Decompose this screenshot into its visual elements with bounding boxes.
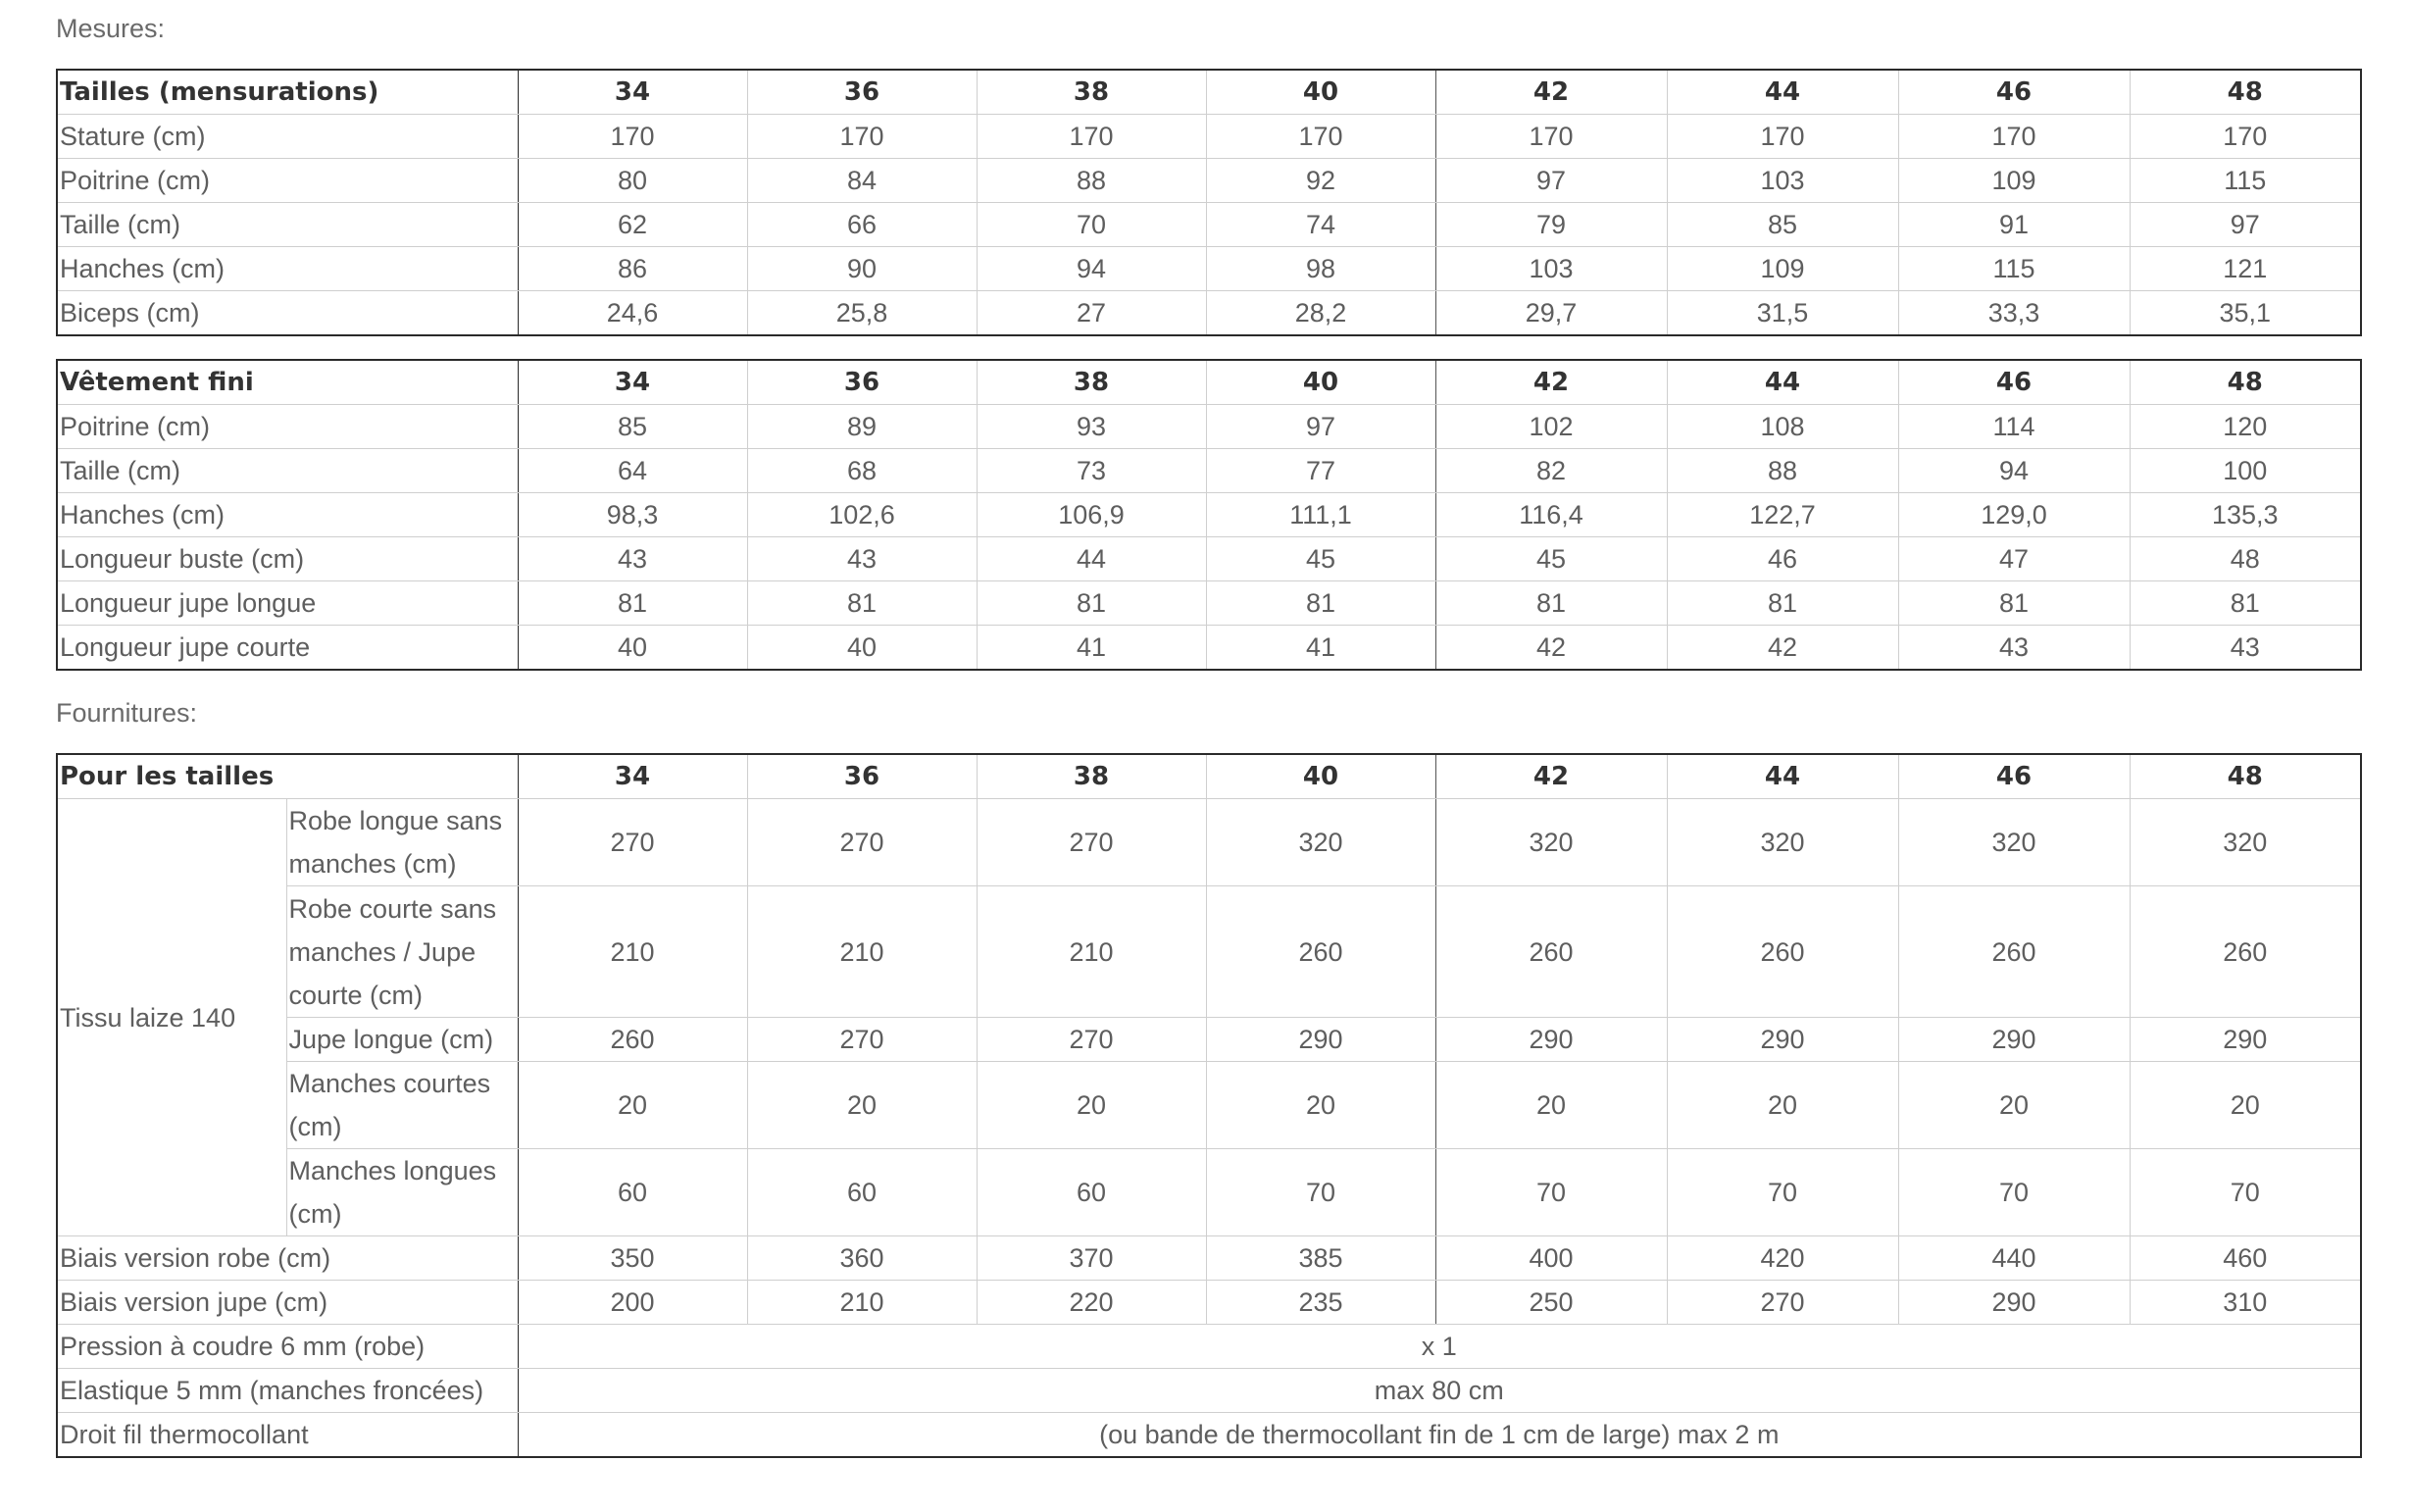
value-cell: 320 [1435, 799, 1667, 886]
value-cell: 290 [1898, 1018, 2130, 1062]
table-row [57, 537, 2361, 581]
value-cell: 77 [1206, 449, 1435, 493]
table-row [57, 626, 2361, 671]
table-row [57, 291, 2361, 336]
value-cell: 98,3 [518, 493, 747, 537]
value-cell: 102,6 [747, 493, 977, 537]
value-cell: 170 [1206, 115, 1435, 159]
value-cell: 84 [747, 159, 977, 203]
value-cell: 109 [1667, 247, 1898, 291]
value-cell: 29,7 [1435, 291, 1667, 336]
value-cell: 81 [1898, 581, 2130, 626]
value-cell: 81 [977, 581, 1206, 626]
size-header-cell: 48 [2130, 360, 2361, 405]
size-header-cell: 38 [977, 360, 1206, 405]
row-label: Biais version robe (cm) [57, 1236, 518, 1281]
value-cell: 270 [977, 1018, 1206, 1062]
value-cell: 260 [2130, 886, 2361, 1018]
row-label: Manches courtes (cm) [286, 1062, 518, 1149]
row-label: Pression à coudre 6 mm (robe) [57, 1325, 518, 1369]
value-cell: 350 [518, 1236, 747, 1281]
value-cell: 45 [1206, 537, 1435, 581]
value-cell: 46 [1667, 537, 1898, 581]
value-cell: 320 [1898, 799, 2130, 886]
table-row [57, 581, 2361, 626]
value-cell: 103 [1667, 159, 1898, 203]
value-cell: 320 [2130, 799, 2361, 886]
value-cell: 135,3 [2130, 493, 2361, 537]
size-header-cell: 38 [977, 70, 1206, 115]
value-cell: 60 [518, 1149, 747, 1236]
value-cell: 41 [1206, 626, 1435, 671]
value-cell: 42 [1435, 626, 1667, 671]
value-cell: 98 [1206, 247, 1435, 291]
value-cell: 62 [518, 203, 747, 247]
merged-value: (ou bande de thermocollant fin de 1 cm de large) max 2 m [518, 1413, 2361, 1458]
value-cell: 290 [1206, 1018, 1435, 1062]
value-cell: 89 [747, 405, 977, 449]
value-cell: 260 [1898, 886, 2130, 1018]
value-cell: 91 [1898, 203, 2130, 247]
value-cell: 70 [2130, 1149, 2361, 1236]
table-row [57, 1281, 2361, 1325]
size-header-cell: 36 [747, 70, 977, 115]
value-cell: 88 [1667, 449, 1898, 493]
size-header-cell: 44 [1667, 360, 1898, 405]
row-label: Biceps (cm) [57, 291, 518, 336]
value-cell: 40 [518, 626, 747, 671]
value-cell: 85 [518, 405, 747, 449]
value-cell: 270 [1667, 1281, 1898, 1325]
value-cell: 129,0 [1898, 493, 2130, 537]
size-header-cell: 34 [518, 754, 747, 799]
value-cell: 170 [1667, 115, 1898, 159]
value-cell: 70 [1898, 1149, 2130, 1236]
value-cell: 103 [1435, 247, 1667, 291]
value-cell: 460 [2130, 1236, 2361, 1281]
value-cell: 86 [518, 247, 747, 291]
row-label: Longueur jupe longue [57, 581, 518, 626]
value-cell: 80 [518, 159, 747, 203]
value-cell: 106,9 [977, 493, 1206, 537]
row-label: Poitrine (cm) [57, 159, 518, 203]
value-cell: 97 [1206, 405, 1435, 449]
value-cell: 74 [1206, 203, 1435, 247]
value-cell: 360 [747, 1236, 977, 1281]
value-cell: 70 [1206, 1149, 1435, 1236]
row-label: Stature (cm) [57, 115, 518, 159]
size-header-cell: 44 [1667, 754, 1898, 799]
value-cell: 25,8 [747, 291, 977, 336]
value-cell: 41 [977, 626, 1206, 671]
row-label: Manches longues (cm) [286, 1149, 518, 1236]
table-row [57, 247, 2361, 291]
value-cell: 45 [1435, 537, 1667, 581]
mensurations-header-row [57, 70, 2361, 115]
value-cell: 220 [977, 1281, 1206, 1325]
value-cell: 115 [2130, 159, 2361, 203]
table-row [57, 886, 2361, 1018]
group-label-tissu: Tissu laize 140 [57, 799, 286, 1236]
value-cell: 310 [2130, 1281, 2361, 1325]
value-cell: 27 [977, 291, 1206, 336]
size-header-cell: 42 [1435, 360, 1667, 405]
table-row [57, 799, 2361, 886]
value-cell: 48 [2130, 537, 2361, 581]
value-cell: 115 [1898, 247, 2130, 291]
table-row [57, 1018, 2361, 1062]
merged-value: max 80 cm [518, 1369, 2361, 1413]
value-cell: 114 [1898, 405, 2130, 449]
value-cell: 20 [1898, 1062, 2130, 1149]
value-cell: 270 [747, 799, 977, 886]
row-label: Taille (cm) [57, 449, 518, 493]
value-cell: 40 [747, 626, 977, 671]
value-cell: 122,7 [1667, 493, 1898, 537]
size-header-cell: 46 [1898, 360, 2130, 405]
value-cell: 290 [1898, 1281, 2130, 1325]
row-label: Hanches (cm) [57, 247, 518, 291]
table-row [57, 1236, 2361, 1281]
table-row [57, 493, 2361, 537]
value-cell: 93 [977, 405, 1206, 449]
row-label: Robe courte sans manches / Jupe courte (cm) [286, 886, 518, 1018]
size-header-cell: 46 [1898, 754, 2130, 799]
value-cell: 81 [2130, 581, 2361, 626]
size-header-cell: 36 [747, 360, 977, 405]
value-cell: 47 [1898, 537, 2130, 581]
table-row [57, 115, 2361, 159]
row-label: Droit fil thermocollant [57, 1413, 518, 1458]
value-cell: 70 [1435, 1149, 1667, 1236]
value-cell: 97 [2130, 203, 2361, 247]
table-row [57, 1369, 2361, 1413]
row-label: Taille (cm) [57, 203, 518, 247]
value-cell: 440 [1898, 1236, 2130, 1281]
table-row [57, 405, 2361, 449]
value-cell: 170 [747, 115, 977, 159]
value-cell: 31,5 [1667, 291, 1898, 336]
value-cell: 250 [1435, 1281, 1667, 1325]
vetement-table [56, 359, 2362, 671]
table-row [57, 1413, 2361, 1458]
vetement-header-row [57, 360, 2361, 405]
value-cell: 81 [518, 581, 747, 626]
mensurations-title: Tailles (mensurations) [57, 70, 518, 115]
value-cell: 116,4 [1435, 493, 1667, 537]
value-cell: 94 [1898, 449, 2130, 493]
value-cell: 385 [1206, 1236, 1435, 1281]
fournitures-title: Pour les tailles [57, 754, 518, 799]
value-cell: 43 [2130, 626, 2361, 671]
value-cell: 20 [518, 1062, 747, 1149]
size-header-cell: 34 [518, 360, 747, 405]
value-cell: 81 [1667, 581, 1898, 626]
row-label: Jupe longue (cm) [286, 1018, 518, 1062]
value-cell: 66 [747, 203, 977, 247]
value-cell: 320 [1206, 799, 1435, 886]
value-cell: 270 [747, 1018, 977, 1062]
row-label: Longueur buste (cm) [57, 537, 518, 581]
fournitures-table [56, 753, 2362, 1458]
value-cell: 43 [747, 537, 977, 581]
value-cell: 210 [518, 886, 747, 1018]
value-cell: 210 [747, 1281, 977, 1325]
value-cell: 44 [977, 537, 1206, 581]
value-cell: 120 [2130, 405, 2361, 449]
size-header-cell: 48 [2130, 754, 2361, 799]
size-header-cell: 36 [747, 754, 977, 799]
fournitures-heading: Fournitures: [56, 698, 198, 728]
size-header-cell: 42 [1435, 70, 1667, 115]
value-cell: 73 [977, 449, 1206, 493]
value-cell: 43 [1898, 626, 2130, 671]
value-cell: 20 [1206, 1062, 1435, 1149]
value-cell: 109 [1898, 159, 2130, 203]
value-cell: 111,1 [1206, 493, 1435, 537]
vetement-title: Vêtement fini [57, 360, 518, 405]
value-cell: 200 [518, 1281, 747, 1325]
value-cell: 33,3 [1898, 291, 2130, 336]
size-header-cell: 40 [1206, 360, 1435, 405]
row-label: Poitrine (cm) [57, 405, 518, 449]
value-cell: 42 [1667, 626, 1898, 671]
value-cell: 24,6 [518, 291, 747, 336]
value-cell: 102 [1435, 405, 1667, 449]
size-header-cell: 40 [1206, 754, 1435, 799]
size-header-cell: 34 [518, 70, 747, 115]
mensurations-table [56, 69, 2362, 336]
value-cell: 260 [1667, 886, 1898, 1018]
value-cell: 170 [2130, 115, 2361, 159]
merged-value: x 1 [518, 1325, 2361, 1369]
value-cell: 60 [977, 1149, 1206, 1236]
value-cell: 35,1 [2130, 291, 2361, 336]
value-cell: 235 [1206, 1281, 1435, 1325]
size-header-cell: 38 [977, 754, 1206, 799]
value-cell: 400 [1435, 1236, 1667, 1281]
value-cell: 70 [977, 203, 1206, 247]
table-row [57, 203, 2361, 247]
value-cell: 170 [1898, 115, 2130, 159]
row-label: Robe longue sans manches (cm) [286, 799, 518, 886]
value-cell: 260 [1206, 886, 1435, 1018]
value-cell: 90 [747, 247, 977, 291]
value-cell: 420 [1667, 1236, 1898, 1281]
value-cell: 81 [747, 581, 977, 626]
table-row [57, 1062, 2361, 1149]
table-row [57, 1149, 2361, 1236]
mesures-heading: Mesures: [56, 14, 166, 43]
value-cell: 20 [747, 1062, 977, 1149]
value-cell: 88 [977, 159, 1206, 203]
table-row [57, 159, 2361, 203]
value-cell: 290 [1667, 1018, 1898, 1062]
size-header-cell: 42 [1435, 754, 1667, 799]
value-cell: 97 [1435, 159, 1667, 203]
value-cell: 260 [1435, 886, 1667, 1018]
value-cell: 60 [747, 1149, 977, 1236]
value-cell: 68 [747, 449, 977, 493]
value-cell: 85 [1667, 203, 1898, 247]
value-cell: 260 [518, 1018, 747, 1062]
value-cell: 210 [977, 886, 1206, 1018]
value-cell: 20 [1435, 1062, 1667, 1149]
value-cell: 79 [1435, 203, 1667, 247]
value-cell: 100 [2130, 449, 2361, 493]
value-cell: 20 [2130, 1062, 2361, 1149]
size-header-cell: 48 [2130, 70, 2361, 115]
value-cell: 121 [2130, 247, 2361, 291]
value-cell: 70 [1667, 1149, 1898, 1236]
value-cell: 92 [1206, 159, 1435, 203]
value-cell: 210 [747, 886, 977, 1018]
value-cell: 270 [977, 799, 1206, 886]
value-cell: 81 [1206, 581, 1435, 626]
table-row [57, 449, 2361, 493]
value-cell: 82 [1435, 449, 1667, 493]
value-cell: 43 [518, 537, 747, 581]
row-label: Hanches (cm) [57, 493, 518, 537]
value-cell: 370 [977, 1236, 1206, 1281]
value-cell: 290 [2130, 1018, 2361, 1062]
size-header-cell: 44 [1667, 70, 1898, 115]
value-cell: 270 [518, 799, 747, 886]
value-cell: 170 [518, 115, 747, 159]
row-label: Longueur jupe courte [57, 626, 518, 671]
value-cell: 170 [1435, 115, 1667, 159]
value-cell: 94 [977, 247, 1206, 291]
value-cell: 20 [1667, 1062, 1898, 1149]
value-cell: 81 [1435, 581, 1667, 626]
value-cell: 290 [1435, 1018, 1667, 1062]
value-cell: 20 [977, 1062, 1206, 1149]
size-header-cell: 46 [1898, 70, 2130, 115]
fournitures-header-row [57, 754, 2361, 799]
row-label: Elastique 5 mm (manches froncées) [57, 1369, 518, 1413]
row-label: Biais version jupe (cm) [57, 1281, 518, 1325]
value-cell: 64 [518, 449, 747, 493]
size-header-cell: 40 [1206, 70, 1435, 115]
value-cell: 108 [1667, 405, 1898, 449]
value-cell: 320 [1667, 799, 1898, 886]
table-row [57, 1325, 2361, 1369]
value-cell: 170 [977, 115, 1206, 159]
value-cell: 28,2 [1206, 291, 1435, 336]
